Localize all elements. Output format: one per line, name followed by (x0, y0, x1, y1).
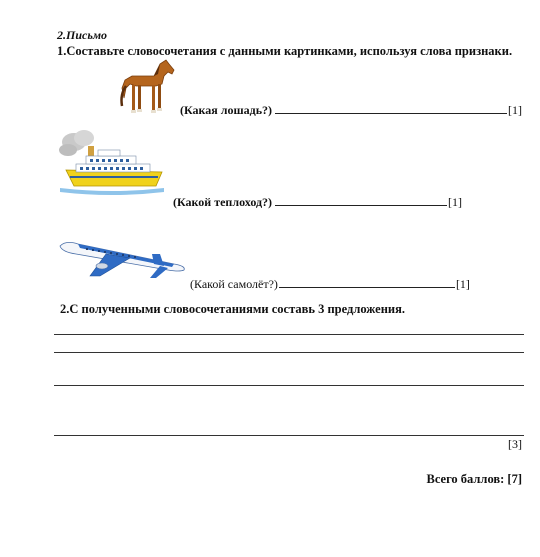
answer-blank-horse[interactable] (275, 102, 507, 114)
answer-line-4[interactable] (54, 435, 524, 436)
horse-picture (116, 58, 178, 116)
question-horse-line (180, 102, 522, 118)
airplane-picture (56, 236, 190, 284)
question-plane-line (190, 276, 470, 292)
score-plane: [1] (455, 277, 470, 291)
answer-line-1[interactable] (54, 334, 524, 335)
answer-line-2[interactable] (54, 352, 524, 353)
question-plane-label: (Какой самолёт?) (190, 277, 278, 291)
answer-blank-plane[interactable] (279, 276, 455, 288)
score-ship: [1] (448, 195, 463, 209)
answer-line-3[interactable] (54, 385, 524, 386)
total-score: Всего баллов: [7] (426, 472, 522, 486)
task2-score: [3] (508, 437, 522, 451)
question-ship-label: (Какой теплоход?) (173, 195, 273, 209)
score-horse: [1] (508, 103, 523, 117)
question-ship-line (173, 194, 462, 210)
task1-instruction: 1.Составьте словосочетания с данными картинками, используя слова признаки. (57, 44, 513, 58)
task2-instruction: 2.С полученными словосочетаниями составь 3 предложения. (60, 302, 406, 316)
question-horse-label: (Какая лошадь?) (180, 103, 273, 117)
answer-blank-ship[interactable] (275, 194, 447, 206)
section-title: 2.Письмо (57, 28, 108, 42)
ship-picture (56, 128, 168, 198)
